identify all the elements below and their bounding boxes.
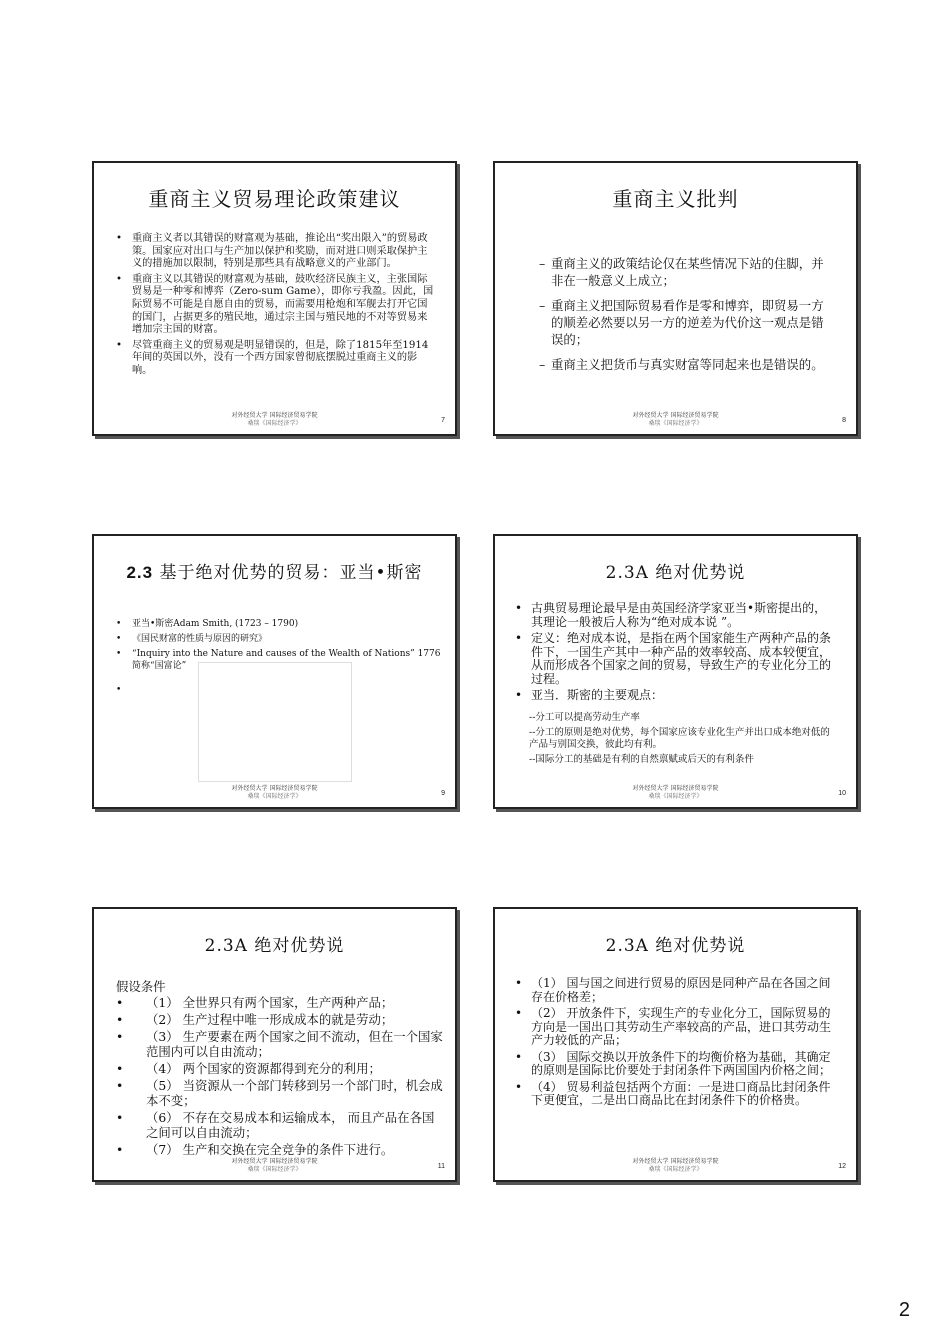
title-text: 基于绝对优势的贸易：亚当•斯密 xyxy=(153,563,423,583)
list-item: • 《国民财富的性质与原因的研究》 xyxy=(116,633,446,645)
slide-number: 12 xyxy=(838,1163,846,1170)
list-item: • （3） 国际交换以开放条件下的均衡价格为基础，其确定的原则是国际比价要处于封闭条件下两国国内价格之间； xyxy=(515,1051,835,1078)
slide-number: 11 xyxy=(437,1163,445,1170)
bullet-list xyxy=(116,233,436,378)
slide-number: 7 xyxy=(441,417,445,424)
footer-school: 对外经贸大学 国际经济贸易学院 xyxy=(632,412,719,419)
list-item: • 重商主义以其错误的财富观为基础，鼓吹经济民族主义，主张国际贸易是一种零和博弈（Zero-sum Game），即你亏我盈。因此，国际贸易不可能是自愿自由的贸易，而需要用枪炮和军舰去打开它国的国门，占据更多的殖民地，通过宗主国与殖民地的不对等贸易来增加宗主国的财富。 xyxy=(116,274,436,337)
footer-course: 桑琰《国际经济学》 xyxy=(648,1166,703,1173)
slide-title: 2.3A 绝对优势说 xyxy=(605,563,746,583)
list-item: • （2） 开放条件下，实现生产的专业化分工，国际贸易的方向是一国出口其劳动生产率较高的产品，进口其劳动生产力较低的产品； xyxy=(515,1007,835,1048)
intro-text: 假设条件 xyxy=(116,979,166,994)
slide-footer xyxy=(495,412,856,430)
footer-course: 桑琰《国际经济学》 xyxy=(247,420,302,427)
sub-point: --国际分工的基础是有利的自然禀赋或后天的有利条件 xyxy=(529,753,754,765)
bullet-list xyxy=(515,602,835,703)
slide-footer xyxy=(94,785,455,803)
list-item: • （6） 不存在交易成本和运输成本， 而且产品在各国之间可以自由流动； xyxy=(116,1110,446,1140)
slide-10 xyxy=(493,534,858,809)
slide-title: 重商主义批判 xyxy=(612,187,739,211)
list-item: • 亚当．斯密的主要观点： xyxy=(515,689,835,703)
footer-school: 对外经贸大学 国际经济贸易学院 xyxy=(632,1158,719,1165)
list-item: • （4） 两个国家的资源都得到充分的利用； xyxy=(116,1061,446,1076)
slide-footer xyxy=(495,785,856,803)
footer-school: 对外经贸大学 国际经济贸易学院 xyxy=(231,412,318,419)
slide-8 xyxy=(493,161,858,436)
slide-title: 重商主义贸易理论政策建议 xyxy=(148,187,401,211)
list-item: • （4） 贸易利益包括两个方面：一是进口商品比封闭条件下更便宜，二是出口商品比在封闭条件下的价格贵。 xyxy=(515,1081,835,1108)
list-item: – 重商主义把国际贸易看作是零和博弈，即贸易一方的顺差必然要以另一方的逆差为代价这一观点是错误的； xyxy=(539,297,831,348)
list-item: • （1） 国与国之间进行贸易的原因是同种产品在各国之间存在价格差； xyxy=(515,977,835,1004)
list-item: • 重商主义者以其错误的财富观为基础，推论出“奖出限入”的贸易政策。国家应对出口与生产加以保护和奖励，而对进口则采取保护主义的措施加以限制，特别是那些具有战略意义的产业部门。 xyxy=(116,233,436,271)
slide-title: 2.3A 绝对优势说 xyxy=(204,936,345,956)
bullet-list xyxy=(515,977,835,1108)
slide-7 xyxy=(92,161,457,436)
sub-point: --分工可以提高劳动生产率 xyxy=(529,712,640,723)
list-item: • 古典贸易理论最早是由英国经济学家亚当•斯密提出的，其理论一般被后人称为“绝对成本说 ”。 xyxy=(515,602,835,629)
slide-title xyxy=(94,558,455,583)
dash-list xyxy=(539,255,831,381)
list-item: • （1） 全世界只有两个国家，生产两种产品； xyxy=(116,995,446,1010)
list-item: • （3） 生产要素在两个国家之间不流动，但在一个国家范围内可以自由流动； xyxy=(116,1029,446,1059)
list-item: • （7） 生产和交换在完全竞争的条件下进行。 xyxy=(116,1142,446,1157)
slide-footer xyxy=(94,412,455,430)
page-number: 2 xyxy=(898,1299,910,1321)
portrait-image-placeholder xyxy=(198,662,352,782)
sub-point: --分工的原则是绝对优势，每个国家应该专业化生产并出口成本绝对低的产品与别国交换，彼此均有利。 xyxy=(529,726,830,750)
list-item: – 重商主义的政策结论仅在某些情况下站的住脚，并非在一般意义上成立； xyxy=(539,255,831,289)
slide-footer xyxy=(94,1158,455,1176)
list-item: • “Inquiry into the Nature and causes of the Wealth of Nations” 1776 简称“国富论” xyxy=(116,648,446,672)
section-number: 2.3 xyxy=(126,563,154,582)
footer-school: 对外经贸大学 国际经济贸易学院 xyxy=(231,1158,318,1165)
slide-number: 9 xyxy=(441,790,445,797)
list-item: • 亚当•斯密Adam Smith, (1723 – 1790) xyxy=(116,618,446,630)
list-item: • （5） 当资源从一个部门转移到另一个部门时，机会成本不变； xyxy=(116,1078,446,1108)
slide-12 xyxy=(493,907,858,1182)
list-item: – 重商主义把货币与真实财富等同起来也是错误的。 xyxy=(539,356,831,373)
sub-points xyxy=(529,712,835,766)
slide-number: 8 xyxy=(842,417,846,424)
footer-course: 桑琰《国际经济学》 xyxy=(648,420,703,427)
slide-title: 2.3A 绝对优势说 xyxy=(605,936,746,956)
bullet-list xyxy=(116,995,446,1157)
footer-school: 对外经贸大学 国际经济贸易学院 xyxy=(231,785,318,792)
list-item: • （2） 生产过程中唯一形成成本的就是劳动； xyxy=(116,1012,446,1027)
slide-11 xyxy=(92,907,457,1182)
list-item: • 尽管重商主义的贸易观是明显错误的，但是，除了1815年至1914年间的英国以外，没有一个西方国家曾彻底摆脱过重商主义的影响。 xyxy=(116,340,436,378)
slide-number: 10 xyxy=(838,790,846,797)
list-item: • 定义：绝对成本说，是指在两个国家能生产两种产品的条件下，一国生产其中一种产品的效率较高、成本较便宜，从而形成各个国家之间的贸易，导致生产的专业化分工的过程。 xyxy=(515,632,835,686)
footer-course: 桑琰《国际经济学》 xyxy=(247,1166,302,1173)
footer-school: 对外经贸大学 国际经济贸易学院 xyxy=(632,785,719,792)
slide-9 xyxy=(92,534,457,809)
slide-footer xyxy=(495,1158,856,1176)
footer-course: 桑琰《国际经济学》 xyxy=(648,793,703,800)
footer-course: 桑琰《国际经济学》 xyxy=(247,793,302,800)
